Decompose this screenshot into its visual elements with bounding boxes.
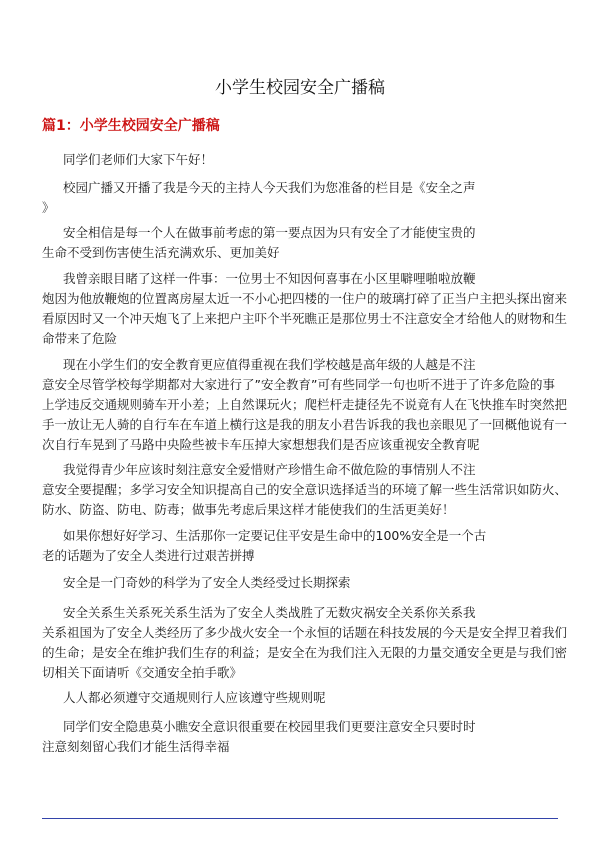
paragraph (42, 526, 562, 566)
document-title: 小学生校园安全广播稿 (215, 78, 385, 98)
paragraph (42, 178, 562, 218)
paragraph-line: 我曾亲眼目睹了这样一件事：一位男士不知因何喜事在小区里噼哩啪啦放鞭 (63, 271, 476, 286)
paragraph-line: 次自行车晃到了马路中央险些被卡车压掉大家想想我们是否应该重视安全教育呢 (42, 437, 480, 452)
paragraph-line: 安全相信是每一个人在做事前考虑的第一要点因为只有安全了才能使宝贵的 (63, 225, 476, 240)
paragraph-line: 切相关下面请听《交通安全拍手歌》 (42, 665, 243, 680)
paragraph-line: 我觉得青少年应该时刻注意安全爱惜财产珍惜生命不做危险的事情别人不注 (63, 462, 476, 477)
paragraph-line: 老的话题为了安全人类进行过艰苦拼搏 (42, 548, 255, 563)
paragraph-line: 炮因为他放鞭炮的位置离房屋太近一不小心把四楼的一住户的玻璃打碎了正当户主把头探出窗来 (42, 291, 568, 306)
paragraph (42, 688, 562, 708)
paragraph-line: 安全是一门奇妙的科学为了安全人类经受过长期探索 (63, 575, 351, 590)
paragraph (42, 355, 568, 455)
paragraph-line: 安全关系生关系死关系生活为了安全人类战胜了无数灾祸安全关系你关系我 (63, 605, 476, 620)
paragraph (42, 150, 562, 170)
footer-divider (42, 818, 558, 819)
paragraph-line: 防水、防盗、防电、防毒；做事先考虑后果这样才能使我们的生活更美好！ (42, 502, 455, 517)
paragraph-line: 如果你想好好学习、生活那你一定要记住平安是生命中的100%安全是一个古 (63, 528, 487, 543)
paragraph-line: 生命不受到伤害使生活充满欢乐、更加美好 (42, 245, 280, 260)
paragraph (42, 269, 568, 349)
paragraph-line: 上学违反交通规则骑车开小差；上自然课玩火；爬栏杆走捷径先不说竟有人在飞快推车时突然把 (42, 397, 568, 412)
paragraph-line: 注意刻刻留心我们才能生活得幸福 (42, 739, 230, 754)
paragraph-line: 看原因时又一个冲天炮飞了上来把户主吓个半死瞧正是那位男士不注意安全才给他人的财物和生 (42, 311, 568, 326)
paragraph (42, 717, 562, 757)
paragraph-line: 命带来了危险 (42, 331, 118, 346)
paragraph-line: 的生命；是安全在维护我们生存的利益；是安全在为我们注入无限的力量交通安全更是与我们密 (42, 645, 568, 660)
paragraph (42, 603, 568, 683)
paragraph (42, 573, 562, 593)
paragraph (42, 460, 568, 520)
paragraph-line: 人人都必须遵守交通规则行人应该遵守些规则呢 (63, 690, 326, 705)
paragraph (42, 223, 562, 263)
paragraph-line: 意安全尽管学校每学期都对大家进行了”安全教育”可有些同学一句也听不进于了许多危险的事 (42, 377, 555, 392)
paragraph-line: 校园广播又开播了我是今天的主持人今天我们为您准备的栏目是《安全之声 (63, 180, 476, 195)
paragraph-line: 现在小学生们的安全教育更应值得重视在我们学校越是高年级的人越是不注 (63, 357, 476, 372)
paragraph-line: 同学们安全隐患莫小瞧安全意识很重要在校园里我们更要注意安全只要时时 (63, 719, 476, 734)
paragraph-line: 同学们老师们大家下午好！ (63, 152, 214, 167)
paragraph-line: 关系祖国为了安全人类经历了多少战火安全一个永恒的话题在科技发展的今天是安全捍卫着我们 (42, 625, 568, 640)
paragraph-line: 意安全要提醒；多学习安全知识提高自己的安全意识选择适当的环境了解一些生活常识如防火、 (42, 482, 568, 497)
paragraph-line: 》 (42, 200, 55, 215)
section-subtitle: 篇1：小学生校园安全广播稿 (42, 118, 220, 134)
paragraph-line: 手一放让无人骑的自行车在车道上横行这是我的朋友小君告诉我的我也亲眼见了一回概他说有一 (42, 417, 568, 432)
